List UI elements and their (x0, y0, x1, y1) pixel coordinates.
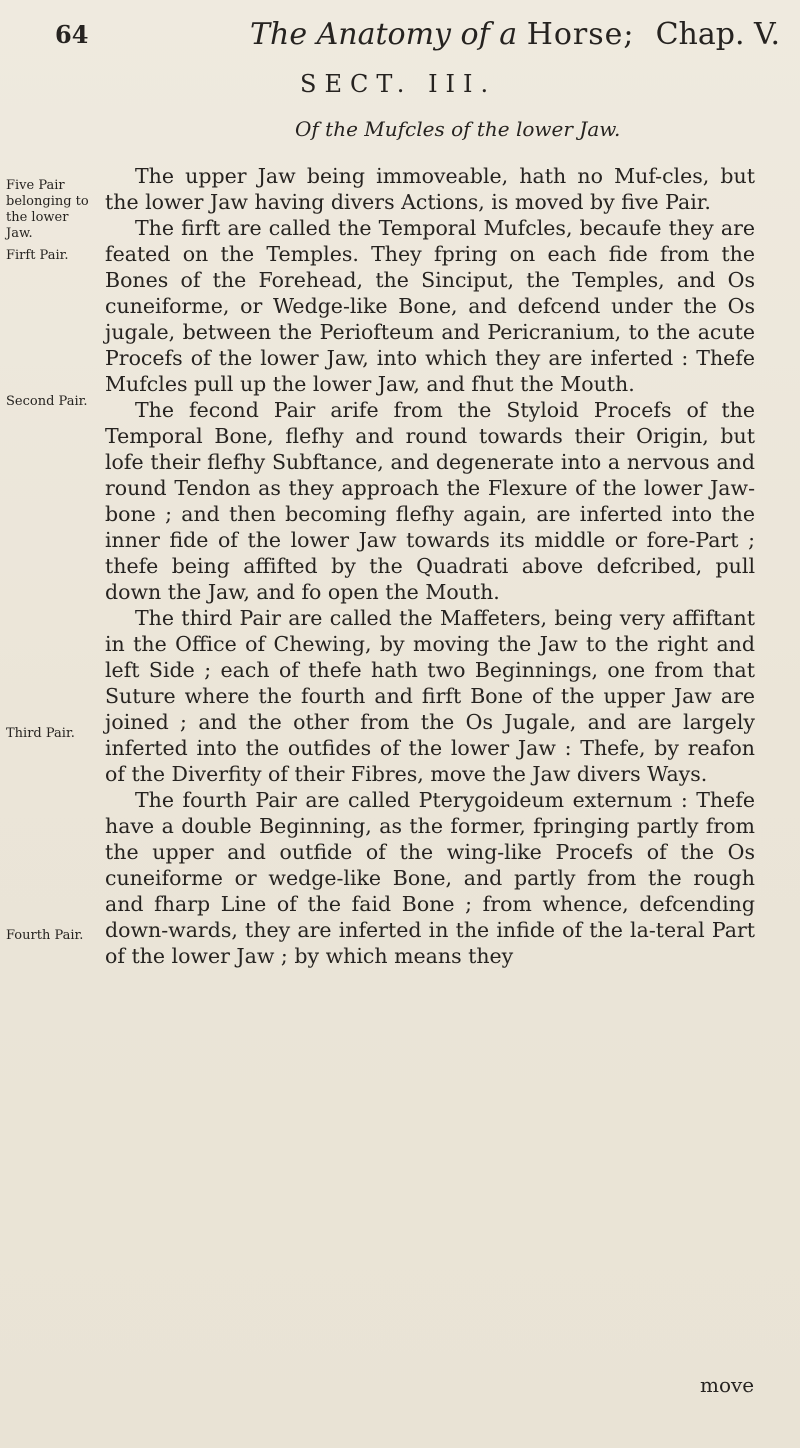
running-title-text: The Anatomy of a (250, 17, 518, 52)
running-header (55, 10, 780, 60)
running-title (250, 10, 635, 60)
paragraph-first-pair: The firft are called the Temporal Mufcles, becaufe they are feated on the Temples. They fpring on each fide from the Bones of the Forehead, the Sinciput, the Temples, and Os cuneiforme, or Wedge-like Bone, and defcend under the Os jugale, between the Periofteum and Pericranium, to the acute Procefs of the lower Jaw, into which they are inferted : Thefe Mufcles pull up the lower Jaw, and fhut the Mouth. (105, 216, 755, 396)
chapter-label: Chap. V. (655, 17, 780, 52)
running-title-horse: Horse; (526, 17, 635, 52)
margin-note-first-pair: Firft Pair. (6, 248, 69, 263)
margin-note-fourth-pair: Fourth Pair. (6, 928, 84, 943)
catchword: move (700, 1373, 755, 1397)
paragraph-third-pair: The third Pair are called the Maffeters, being very affiftant in the Office of Chewing, by moving the Jaw to the right and left Side ; each of thefe hath two Beginnings, one from that Suture where the fourth and firft Bone of the upper Jaw are joined ; and the other from the Os Jugale, and are largely inferted into the outfides of the lower Jaw : Thefe, by reafon of the Diverfity of their Fibres, move the Jaw divers Ways. (105, 606, 755, 786)
paragraph-intro: The upper Jaw being immoveable, hath no Muf-cles, but the lower Jaw having divers Actions, is moved by five Pair. (105, 164, 755, 214)
body-text (105, 163, 755, 969)
paragraph-second-pair: The fecond Pair arife from the Styloid Procefs of the Temporal Bone, flefhy and round towards their Origin, but lofe their flefhy Subftance, and degenerate into a nervous and round Tendon as they approach the Flexure of the lower Jaw-bone ; and then becoming flefhy again, are inferted into the inner fide of the lower Jaw towards its middle or fore-Part ; thefe being affifted by the Quadrati above defcribed, pull down the Jaw, and fo open the Mouth. (105, 398, 755, 604)
margin-note-third-pair: Third Pair. (6, 726, 75, 741)
margin-note-five-pair: Five Pair belonging to the lower Jaw. (6, 178, 89, 241)
section-subtitle: Of the Mufcles of the lower Jaw. (295, 117, 621, 141)
paragraph-fourth-pair: The fourth Pair are called Pterygoideum externum : Thefe have a double Beginning, as the former, fpringing partly from the upper and outfide of the wing-like Procefs of the Os cuneiforme or wedge-like Bone, and partly from the rough and fharp Line of the faid Bone ; from whence, defcending down-wards, they are inferted in the infide of the la-teral Part of the lower Jaw ; by which means they (105, 788, 755, 968)
page-number: 64 (55, 20, 89, 49)
section-title: SECT. III. (300, 70, 497, 98)
margin-note-second-pair: Second Pair. (6, 394, 88, 409)
